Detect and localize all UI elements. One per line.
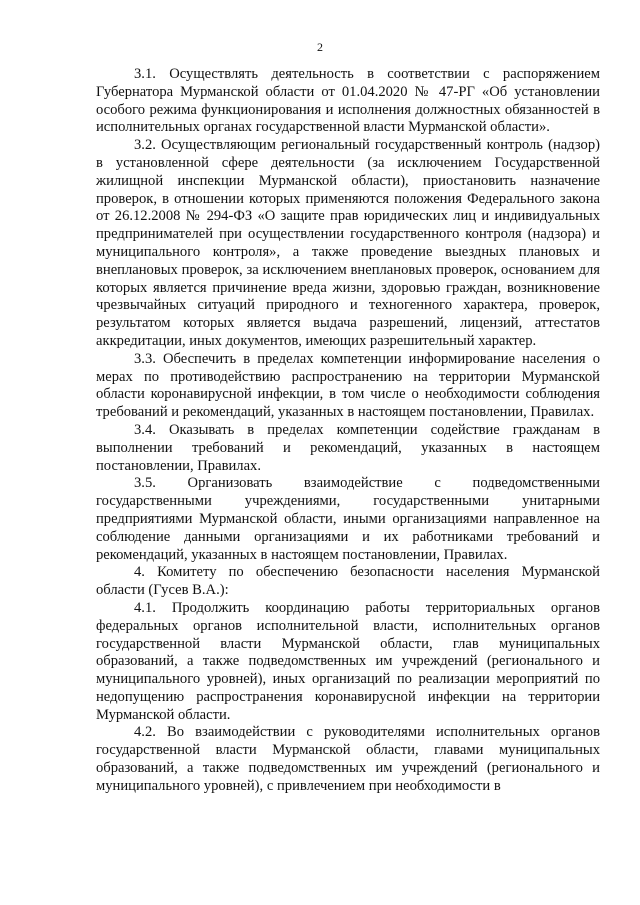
paragraph-3-2: 3.2. Осуществляющим региональный государственный контроль (надзор) в установленной сфере деятельности (за исключением Государственной жилищной инспекции Мурманской области), приостановить назначение проверок, в отношении которых применяются положения Федерального закона от 26.12.2008 № 294-ФЗ «О защите прав юридических лиц и индивидуальных предпринимателей при осуществлении государственного контроля (надзора) и муниципального контроля», а также проведение выездных плановых и внеплановых проверок, за исключением внеплановых проверок, основанием для которых является причинение вреда жизни, здоровью граждан, возникновение чрезвычайных ситуаций природного и техногенного характера, проверок, результатом которых является выдача разрешений, лицензий, аттестатов аккредитации, иных документов, имеющих разрешительный характер. [96,137,600,349]
document-body [96,66,600,796]
paragraph-3-5: 3.5. Организовать взаимодействие с подведомственными государственными учреждениями, государственными унитарными предприятиями Мурманской области, иными организациями направленное на соблюдение данными организациями и их работниками требований и рекомендаций, указанных в настоящем постановлении, Правилах. [96,475,600,563]
paragraph-4-1: 4.1. Продолжить координацию работы территориальных органов федеральных органов исполнительной власти, исполнительных органов государственной власти Мурманской области, глав муниципальных образований, а также подведомственных им учреждений (регионального и муниципального уровней), иных организаций по реализации мероприятий по недопущению распространения коронавирусной инфекции на территории Мурманской области. [96,599,600,723]
paragraph-3-4: 3.4. Оказывать в пределах компетенции содействие гражданам в выполнении требований и рекомендаций, указанных в настоящем постановлении, Правилах. [96,421,600,474]
paragraph-3-3: 3.3. Обеспечить в пределах компетенции информирование населения о мерах по противодействию распространению на территории Мурманской области коронавирусной инфекции, в том числе о необходимости соблюдения требований и рекомендаций, указанных в настоящем постановлении, Правилах. [96,350,600,421]
paragraph-3-1: 3.1. Осуществлять деятельность в соответствии с распоряжением Губернатора Мурманской области от 01.04.2020 № 47-РГ «Об установлении особого режима функционирования и исполнения должностных обязанностей в исполнительных органах государственной власти Мурманской области». [96,66,600,136]
paragraph-4: 4. Комитету по обеспечению безопасности населения Мурманской области (Гусев В.А.): [96,564,600,599]
paragraph-4-2: 4.2. Во взаимодействии с руководителями исполнительных органов государственной власти Мурманской области, главами муниципальных образований, а также подведомственных им учреждений (регионального и муниципального уровней), с привлечением при необходимости в [96,724,600,794]
page-number: 2 [317,40,323,54]
